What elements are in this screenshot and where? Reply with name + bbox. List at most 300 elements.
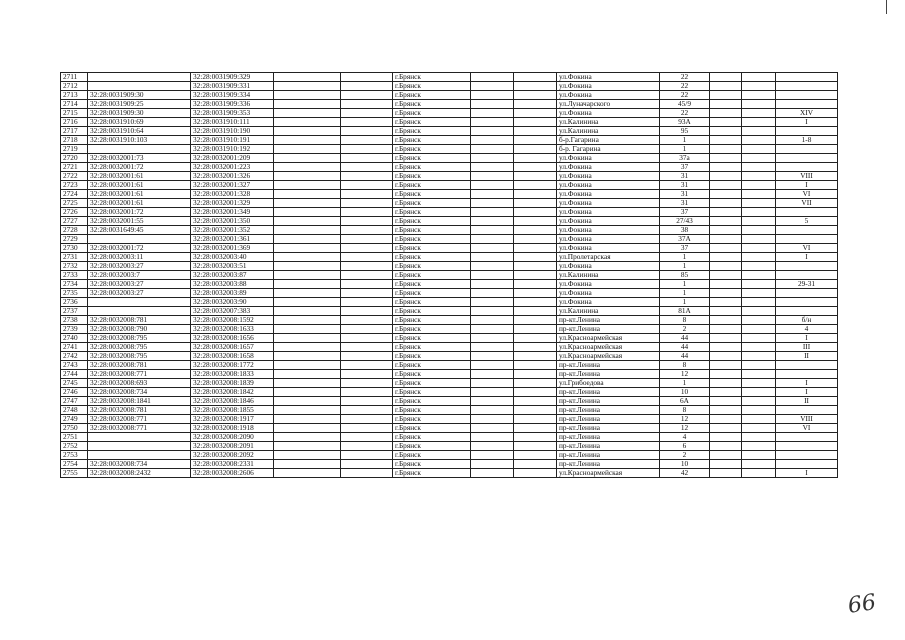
record-number-cell: 2754	[61, 460, 88, 469]
table-row	[61, 298, 838, 307]
empty-cell	[274, 253, 341, 262]
street-cell: ул.Красноармейская	[557, 343, 660, 352]
empty-cell	[274, 118, 341, 127]
empty-cell	[514, 271, 557, 280]
premises-number-cell: II	[776, 352, 838, 361]
land-plot-cadastral-cell	[88, 298, 191, 307]
record-number-cell: 2721	[61, 163, 88, 172]
street-cell: пр-кт.Ленина	[557, 388, 660, 397]
empty-cell	[471, 415, 514, 424]
empty-cell	[514, 388, 557, 397]
empty-cell	[742, 199, 776, 208]
land-plot-cadastral-cell: 32:28:0032008:734	[88, 460, 191, 469]
record-number-cell: 2741	[61, 343, 88, 352]
record-number-cell: 2748	[61, 406, 88, 415]
table-row	[61, 370, 838, 379]
empty-cell	[471, 289, 514, 298]
premises-number-cell	[776, 91, 838, 100]
house-number-cell: 8	[660, 361, 710, 370]
house-number-cell: 6А	[660, 397, 710, 406]
record-number-cell: 2740	[61, 334, 88, 343]
empty-cell	[341, 424, 393, 433]
object-cadastral-cell: 32:28:0032003:40	[191, 253, 274, 262]
empty-cell	[742, 235, 776, 244]
city-cell: г.Брянск	[393, 145, 471, 154]
empty-cell	[274, 226, 341, 235]
land-plot-cadastral-cell: 32:28:0031909:30	[88, 91, 191, 100]
street-cell: ул.Фокина	[557, 208, 660, 217]
empty-cell	[742, 424, 776, 433]
premises-number-cell: 29-31	[776, 280, 838, 289]
land-plot-cadastral-cell: 32:28:0032003:27	[88, 280, 191, 289]
empty-cell	[471, 388, 514, 397]
city-cell: г.Брянск	[393, 109, 471, 118]
object-cadastral-cell: 32:28:0031910:190	[191, 127, 274, 136]
city-cell: г.Брянск	[393, 460, 471, 469]
house-number-cell: 2	[660, 325, 710, 334]
street-cell: пр-кт.Ленина	[557, 433, 660, 442]
city-cell: г.Брянск	[393, 424, 471, 433]
empty-cell	[710, 334, 742, 343]
empty-cell	[274, 172, 341, 181]
empty-cell	[274, 145, 341, 154]
premises-number-cell	[776, 298, 838, 307]
empty-cell	[471, 145, 514, 154]
empty-cell	[742, 469, 776, 478]
table-row	[61, 280, 838, 289]
object-cadastral-cell: 32:28:0032001:361	[191, 235, 274, 244]
house-number-cell: 31	[660, 190, 710, 199]
empty-cell	[341, 73, 393, 82]
empty-cell	[514, 208, 557, 217]
city-cell: г.Брянск	[393, 316, 471, 325]
house-number-cell: 42	[660, 469, 710, 478]
city-cell: г.Брянск	[393, 352, 471, 361]
empty-cell	[341, 379, 393, 388]
city-cell: г.Брянск	[393, 73, 471, 82]
empty-cell	[274, 181, 341, 190]
city-cell: г.Брянск	[393, 289, 471, 298]
premises-number-cell: III	[776, 343, 838, 352]
empty-cell	[742, 190, 776, 199]
empty-cell	[341, 244, 393, 253]
empty-cell	[274, 280, 341, 289]
house-number-cell: 1	[660, 379, 710, 388]
empty-cell	[341, 280, 393, 289]
city-cell: г.Брянск	[393, 190, 471, 199]
empty-cell	[341, 334, 393, 343]
empty-cell	[514, 82, 557, 91]
table-row	[61, 316, 838, 325]
city-cell: г.Брянск	[393, 361, 471, 370]
land-plot-cadastral-cell	[88, 145, 191, 154]
table-row	[61, 397, 838, 406]
empty-cell	[274, 316, 341, 325]
record-number-cell: 2730	[61, 244, 88, 253]
house-number-cell: 37	[660, 208, 710, 217]
premises-number-cell	[776, 262, 838, 271]
empty-cell	[341, 127, 393, 136]
property-register-table	[60, 72, 838, 478]
object-cadastral-cell: 32:28:0032008:1592	[191, 316, 274, 325]
street-cell: ул.Калинина	[557, 271, 660, 280]
empty-cell	[341, 118, 393, 127]
empty-cell	[274, 361, 341, 370]
house-number-cell: 85	[660, 271, 710, 280]
land-plot-cadastral-cell: 32:28:0032008:781	[88, 406, 191, 415]
empty-cell	[742, 244, 776, 253]
empty-cell	[471, 109, 514, 118]
empty-cell	[742, 109, 776, 118]
empty-cell	[471, 91, 514, 100]
house-number-cell: 44	[660, 334, 710, 343]
empty-cell	[710, 370, 742, 379]
empty-cell	[341, 442, 393, 451]
empty-cell	[742, 298, 776, 307]
empty-cell	[274, 451, 341, 460]
empty-cell	[514, 406, 557, 415]
empty-cell	[514, 118, 557, 127]
empty-cell	[471, 325, 514, 334]
empty-cell	[471, 316, 514, 325]
object-cadastral-cell: 32:28:0031910:191	[191, 136, 274, 145]
object-cadastral-cell: 32:28:0032008:1839	[191, 379, 274, 388]
empty-cell	[274, 433, 341, 442]
land-plot-cadastral-cell: 32:28:0032001:61	[88, 181, 191, 190]
premises-number-cell: VI	[776, 244, 838, 253]
empty-cell	[274, 406, 341, 415]
street-cell: ул.Фокина	[557, 280, 660, 289]
empty-cell	[710, 397, 742, 406]
land-plot-cadastral-cell: 32:28:0032008:771	[88, 424, 191, 433]
empty-cell	[341, 406, 393, 415]
empty-cell	[341, 298, 393, 307]
empty-cell	[710, 280, 742, 289]
empty-cell	[341, 289, 393, 298]
premises-number-cell	[776, 226, 838, 235]
empty-cell	[341, 325, 393, 334]
land-plot-cadastral-cell: 32:28:0032008:795	[88, 352, 191, 361]
premises-number-cell	[776, 235, 838, 244]
table-row	[61, 145, 838, 154]
empty-cell	[742, 253, 776, 262]
empty-cell	[514, 415, 557, 424]
empty-cell	[710, 325, 742, 334]
empty-cell	[710, 307, 742, 316]
street-cell: пр-кт.Ленина	[557, 442, 660, 451]
city-cell: г.Брянск	[393, 208, 471, 217]
land-plot-cadastral-cell: 32:28:0032001:72	[88, 163, 191, 172]
table-row	[61, 307, 838, 316]
table-row	[61, 433, 838, 442]
city-cell: г.Брянск	[393, 181, 471, 190]
land-plot-cadastral-cell: 32:28:0032003:11	[88, 253, 191, 262]
empty-cell	[514, 379, 557, 388]
record-number-cell: 2725	[61, 199, 88, 208]
object-cadastral-cell: 32:28:0032001:352	[191, 226, 274, 235]
empty-cell	[341, 145, 393, 154]
empty-cell	[710, 136, 742, 145]
table-row	[61, 325, 838, 334]
empty-cell	[514, 172, 557, 181]
house-number-cell: 12	[660, 370, 710, 379]
street-cell: ул.Фокина	[557, 298, 660, 307]
table-row	[61, 424, 838, 433]
record-number-cell: 2737	[61, 307, 88, 316]
record-number-cell: 2751	[61, 433, 88, 442]
house-number-cell: 1	[660, 289, 710, 298]
empty-cell	[710, 163, 742, 172]
city-cell: г.Брянск	[393, 406, 471, 415]
house-number-cell: 10	[660, 388, 710, 397]
empty-cell	[514, 100, 557, 109]
empty-cell	[514, 469, 557, 478]
street-cell: ул.Фокина	[557, 82, 660, 91]
city-cell: г.Брянск	[393, 442, 471, 451]
empty-cell	[514, 190, 557, 199]
record-number-cell: 2711	[61, 73, 88, 82]
empty-cell	[742, 226, 776, 235]
city-cell: г.Брянск	[393, 118, 471, 127]
premises-number-cell: 5	[776, 217, 838, 226]
city-cell: г.Брянск	[393, 379, 471, 388]
street-cell: пр-кт.Ленина	[557, 415, 660, 424]
empty-cell	[274, 154, 341, 163]
empty-cell	[514, 451, 557, 460]
land-plot-cadastral-cell	[88, 442, 191, 451]
empty-cell	[274, 82, 341, 91]
table-row	[61, 451, 838, 460]
street-cell: б-р.Гагарина	[557, 136, 660, 145]
land-plot-cadastral-cell: 32:28:0032008:734	[88, 388, 191, 397]
land-plot-cadastral-cell	[88, 235, 191, 244]
record-number-cell: 2733	[61, 271, 88, 280]
empty-cell	[341, 109, 393, 118]
empty-cell	[471, 298, 514, 307]
city-cell: г.Брянск	[393, 244, 471, 253]
empty-cell	[514, 352, 557, 361]
street-cell: ул.Красноармейская	[557, 469, 660, 478]
empty-cell	[742, 163, 776, 172]
premises-number-cell: 1-8	[776, 136, 838, 145]
empty-cell	[710, 379, 742, 388]
city-cell: г.Брянск	[393, 469, 471, 478]
table-row	[61, 262, 838, 271]
house-number-cell: 1	[660, 280, 710, 289]
record-number-cell: 2744	[61, 370, 88, 379]
street-cell: пр-кт.Ленина	[557, 370, 660, 379]
record-number-cell: 2747	[61, 397, 88, 406]
street-cell: ул.Фокина	[557, 199, 660, 208]
empty-cell	[471, 235, 514, 244]
record-number-cell: 2724	[61, 190, 88, 199]
table-row	[61, 460, 838, 469]
city-cell: г.Брянск	[393, 388, 471, 397]
record-number-cell: 2732	[61, 262, 88, 271]
street-cell: ул.Фокина	[557, 154, 660, 163]
empty-cell	[471, 280, 514, 289]
empty-cell	[710, 442, 742, 451]
table-row	[61, 172, 838, 181]
land-plot-cadastral-cell: 32:28:0032003:27	[88, 289, 191, 298]
house-number-cell: 8	[660, 406, 710, 415]
object-cadastral-cell: 32:28:0031909:329	[191, 73, 274, 82]
empty-cell	[341, 370, 393, 379]
street-cell: пр-кт.Ленина	[557, 325, 660, 334]
empty-cell	[471, 379, 514, 388]
house-number-cell: 95	[660, 127, 710, 136]
land-plot-cadastral-cell: 32:28:0032008:781	[88, 316, 191, 325]
empty-cell	[742, 172, 776, 181]
empty-cell	[514, 136, 557, 145]
empty-cell	[514, 154, 557, 163]
empty-cell	[471, 154, 514, 163]
empty-cell	[274, 388, 341, 397]
empty-cell	[514, 226, 557, 235]
premises-number-cell: XIV	[776, 109, 838, 118]
city-cell: г.Брянск	[393, 253, 471, 262]
house-number-cell: 93А	[660, 118, 710, 127]
empty-cell	[341, 91, 393, 100]
premises-number-cell	[776, 271, 838, 280]
empty-cell	[274, 379, 341, 388]
object-cadastral-cell: 32:28:0032003:89	[191, 289, 274, 298]
empty-cell	[514, 127, 557, 136]
street-cell: ул.Фокина	[557, 217, 660, 226]
empty-cell	[274, 73, 341, 82]
empty-cell	[471, 73, 514, 82]
premises-number-cell: VIII	[776, 172, 838, 181]
empty-cell	[341, 397, 393, 406]
record-number-cell: 2746	[61, 388, 88, 397]
object-cadastral-cell: 32:28:0031909:334	[191, 91, 274, 100]
empty-cell	[274, 397, 341, 406]
empty-cell	[341, 163, 393, 172]
empty-cell	[471, 433, 514, 442]
land-plot-cadastral-cell: 32:28:0032008:693	[88, 379, 191, 388]
empty-cell	[742, 460, 776, 469]
empty-cell	[274, 307, 341, 316]
empty-cell	[514, 244, 557, 253]
land-plot-cadastral-cell: 32:28:0032001:73	[88, 154, 191, 163]
street-cell: ул.Фокина	[557, 172, 660, 181]
empty-cell	[742, 136, 776, 145]
scan-edge-mark	[886, 0, 887, 14]
premises-number-cell: б/н	[776, 316, 838, 325]
land-plot-cadastral-cell: 32:28:0031910:64	[88, 127, 191, 136]
premises-number-cell: I	[776, 253, 838, 262]
empty-cell	[514, 109, 557, 118]
empty-cell	[710, 469, 742, 478]
object-cadastral-cell: 32:28:0032001:369	[191, 244, 274, 253]
premises-number-cell	[776, 433, 838, 442]
empty-cell	[341, 262, 393, 271]
house-number-cell: 81А	[660, 307, 710, 316]
record-number-cell: 2715	[61, 109, 88, 118]
empty-cell	[710, 406, 742, 415]
object-cadastral-cell: 32:28:0031909:353	[191, 109, 274, 118]
street-cell: пр-кт.Ленина	[557, 397, 660, 406]
empty-cell	[471, 172, 514, 181]
land-plot-cadastral-cell: 32:28:0032008:795	[88, 334, 191, 343]
city-cell: г.Брянск	[393, 415, 471, 424]
premises-number-cell: I	[776, 388, 838, 397]
table-row	[61, 244, 838, 253]
house-number-cell: 31	[660, 199, 710, 208]
empty-cell	[710, 271, 742, 280]
empty-cell	[710, 289, 742, 298]
premises-number-cell: VI	[776, 424, 838, 433]
empty-cell	[341, 181, 393, 190]
empty-cell	[710, 235, 742, 244]
premises-number-cell	[776, 163, 838, 172]
empty-cell	[514, 280, 557, 289]
empty-cell	[742, 343, 776, 352]
empty-cell	[710, 109, 742, 118]
record-number-cell: 2723	[61, 181, 88, 190]
house-number-cell: 31	[660, 181, 710, 190]
empty-cell	[341, 190, 393, 199]
record-number-cell: 2736	[61, 298, 88, 307]
record-number-cell: 2735	[61, 289, 88, 298]
land-plot-cadastral-cell: 32:28:0032003:7	[88, 271, 191, 280]
table-row	[61, 181, 838, 190]
empty-cell	[514, 163, 557, 172]
empty-cell	[710, 415, 742, 424]
empty-cell	[514, 289, 557, 298]
empty-cell	[341, 460, 393, 469]
empty-cell	[742, 271, 776, 280]
register-body	[61, 73, 838, 478]
premises-number-cell	[776, 442, 838, 451]
empty-cell	[274, 136, 341, 145]
table-row	[61, 226, 838, 235]
empty-cell	[471, 361, 514, 370]
record-number-cell: 2720	[61, 154, 88, 163]
empty-cell	[514, 442, 557, 451]
empty-cell	[274, 415, 341, 424]
empty-cell	[710, 181, 742, 190]
empty-cell	[471, 127, 514, 136]
city-cell: г.Брянск	[393, 325, 471, 334]
house-number-cell: 4	[660, 433, 710, 442]
empty-cell	[471, 100, 514, 109]
house-number-cell: 37а	[660, 154, 710, 163]
premises-number-cell	[776, 307, 838, 316]
table-row	[61, 154, 838, 163]
register-sheet	[60, 72, 838, 478]
empty-cell	[514, 361, 557, 370]
street-cell: ул.Фокина	[557, 73, 660, 82]
empty-cell	[710, 190, 742, 199]
city-cell: г.Брянск	[393, 100, 471, 109]
table-row	[61, 253, 838, 262]
empty-cell	[341, 82, 393, 91]
street-cell: ул.Фокина	[557, 181, 660, 190]
empty-cell	[274, 100, 341, 109]
empty-cell	[274, 442, 341, 451]
empty-cell	[274, 370, 341, 379]
empty-cell	[710, 343, 742, 352]
empty-cell	[710, 91, 742, 100]
empty-cell	[274, 262, 341, 271]
empty-cell	[514, 181, 557, 190]
table-row	[61, 271, 838, 280]
empty-cell	[742, 262, 776, 271]
city-cell: г.Брянск	[393, 172, 471, 181]
empty-cell	[742, 406, 776, 415]
record-number-cell: 2750	[61, 424, 88, 433]
